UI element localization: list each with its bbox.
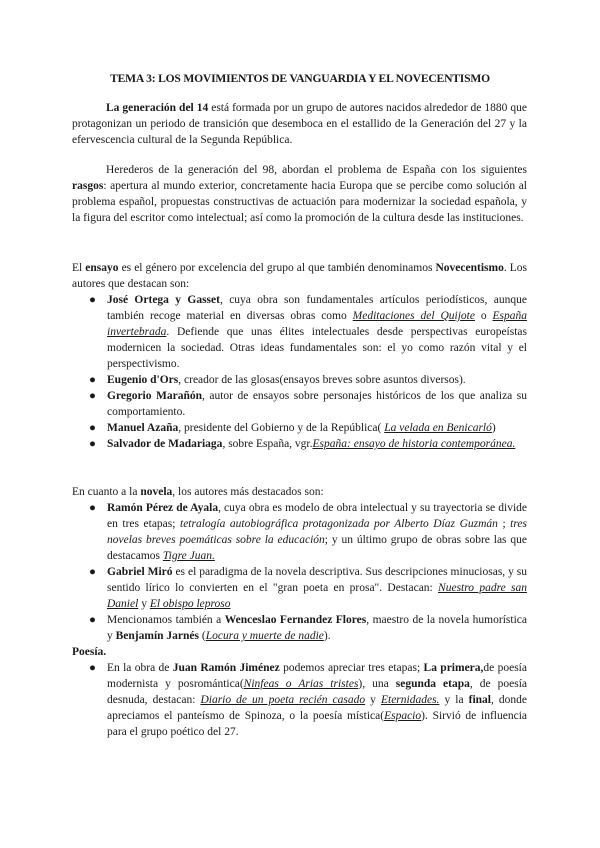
list-item: ● Gregorio Marañón, autor de ensayos sobre personajes históricos de los que analiza su comportamiento. <box>89 390 527 418</box>
document-title: TEMA 3: LOS MOVIMIENTOS DE VANGUARDIA Y EL NOVECENTISMO <box>110 72 490 85</box>
novel-intro-paragraph: En cuanto a la novela, los autores más destacados son: <box>72 486 324 498</box>
work-title: España invertebrada <box>107 310 528 338</box>
list-item: ● Ramón Pérez de Ayala, cuya obra es modelo de obra intelectual y su trayectoria se divide en tres etapas; tetralogía autobiográfica protagonizada por Alberto Díaz Guzmán ; tres novelas breves poemáticas sobre la educación; y un último grupo de obras sobre las que destacamos Tigre Juan. <box>89 502 527 562</box>
work-title: España: ensayo de historia contemporánea. <box>312 438 516 450</box>
bullet-icon: ● <box>89 422 96 434</box>
list-item: ● Gabriel Miró es el paradigma de la novela descriptiva. Sus descripciones minuciosas, y su sentido lírico lo convierten en el "gran poeta en prosa". Destacan: Nuestro padre san Daniel y El obispo leproso <box>89 566 528 610</box>
bullet-icon: ● <box>89 566 96 578</box>
list-item: ● Salvador de Madariaga, sobre España, vgr.España: ensayo de historia contemporánea. <box>89 438 516 450</box>
bullet-icon: ● <box>89 390 96 402</box>
list-item: ● Eugenio d'Ors, creador de las glosas(ensayos breves sobre asuntos diversos). <box>89 374 466 386</box>
bullet-icon: ● <box>89 614 96 626</box>
poetry-heading: Poesía. <box>72 646 107 658</box>
bullet-icon: ● <box>89 294 96 306</box>
work-title: El obispo leproso <box>149 598 231 610</box>
essay-author-list <box>72 292 527 452</box>
essay-intro-paragraph: El ensayo es el género por excelencia del grupo al que también denominamos Novecentismo. Los autores que destacan son: <box>72 262 528 290</box>
traits-term: rasgos <box>72 180 104 192</box>
bullet-icon: ● <box>89 374 96 386</box>
generation-term: La generación del 14 <box>106 102 209 114</box>
list-item: ● Mencionamos también a Wenceslao Fernandez Flores, maestro de la novela humorística y Benjamín Jarnés (Locura y muerte de nadie). <box>89 614 527 642</box>
work-title: Eternidades. <box>380 694 440 706</box>
work-title: La velada en Benicarló <box>384 422 492 434</box>
list-item: ● Manuel Azaña, presidente del Gobierno y de la República( La velada en Benicarló) <box>89 422 496 434</box>
traits-paragraph: Herederos de la generación del 98, abordan el problema de España con los siguientes rasgos: apertura al mundo exterior, concretamente hacia Europa que se percibe como solución al problema español, propuestas constructivas de actuación para modernizar la sociedad española, y la figura del escritor como intelectual; así como la promoción de la cultura desde las instituciones. <box>72 164 527 224</box>
bullet-icon: ● <box>89 438 96 450</box>
intro-paragraph: La generación del 14 está formada por un grupo de autores nacidos alrededor de 1880 que protagonizan un periodo de transición que desemboca en el estallido de la Generación del 27 y la efervescencia cultural de la Segunda República. <box>72 102 527 146</box>
list-item: ● José Ortega y Gasset, cuya obra son fundamentales artículos periodísticos, aunque también recoge material en diversas obras como Meditaciones del Quijote o España invertebrada. Defiende que unas élites intelectuales desde perspectivas europeístas modernicen la sociedad. Otras ideas fundamentales son: el yo como razón vital y el perspectivismo. <box>89 294 528 370</box>
bullet-icon: ● <box>89 502 96 514</box>
essay-term: ensayo <box>85 262 119 274</box>
work-title: Ninfeas o Arias tristes <box>243 678 359 690</box>
bullet-icon: ● <box>89 662 96 674</box>
poetry-list <box>72 660 527 740</box>
work-title: Espacio <box>384 710 422 722</box>
work-title: Diario de un poeta recién casado <box>200 694 366 706</box>
novel-term: novela <box>140 486 173 498</box>
work-title: Locura y muerte de nadie <box>205 630 324 642</box>
novecentismo-term: Novecentismo <box>435 262 504 274</box>
work-title: Tigre Juan. <box>162 550 215 562</box>
work-title: Meditaciones del Quijote <box>352 310 475 322</box>
work-title: Nuestro padre san Daniel <box>107 582 528 610</box>
novel-author-list <box>72 500 527 644</box>
list-item: ● En la obra de Juan Ramón Jiménez podemos apreciar tres etapas; La primera,de poesía modernista y posromántica(Ninfeas o Arias tristes), una segunda etapa, de poesía desnuda, destacan: Diario de un poeta recién casado y Eternidades. y la final, donde apreciamos el panteísmo de Spinoza, o la poesía mística(Espacio). Sirvió de influencia para el grupo poético del 27. <box>89 662 528 738</box>
